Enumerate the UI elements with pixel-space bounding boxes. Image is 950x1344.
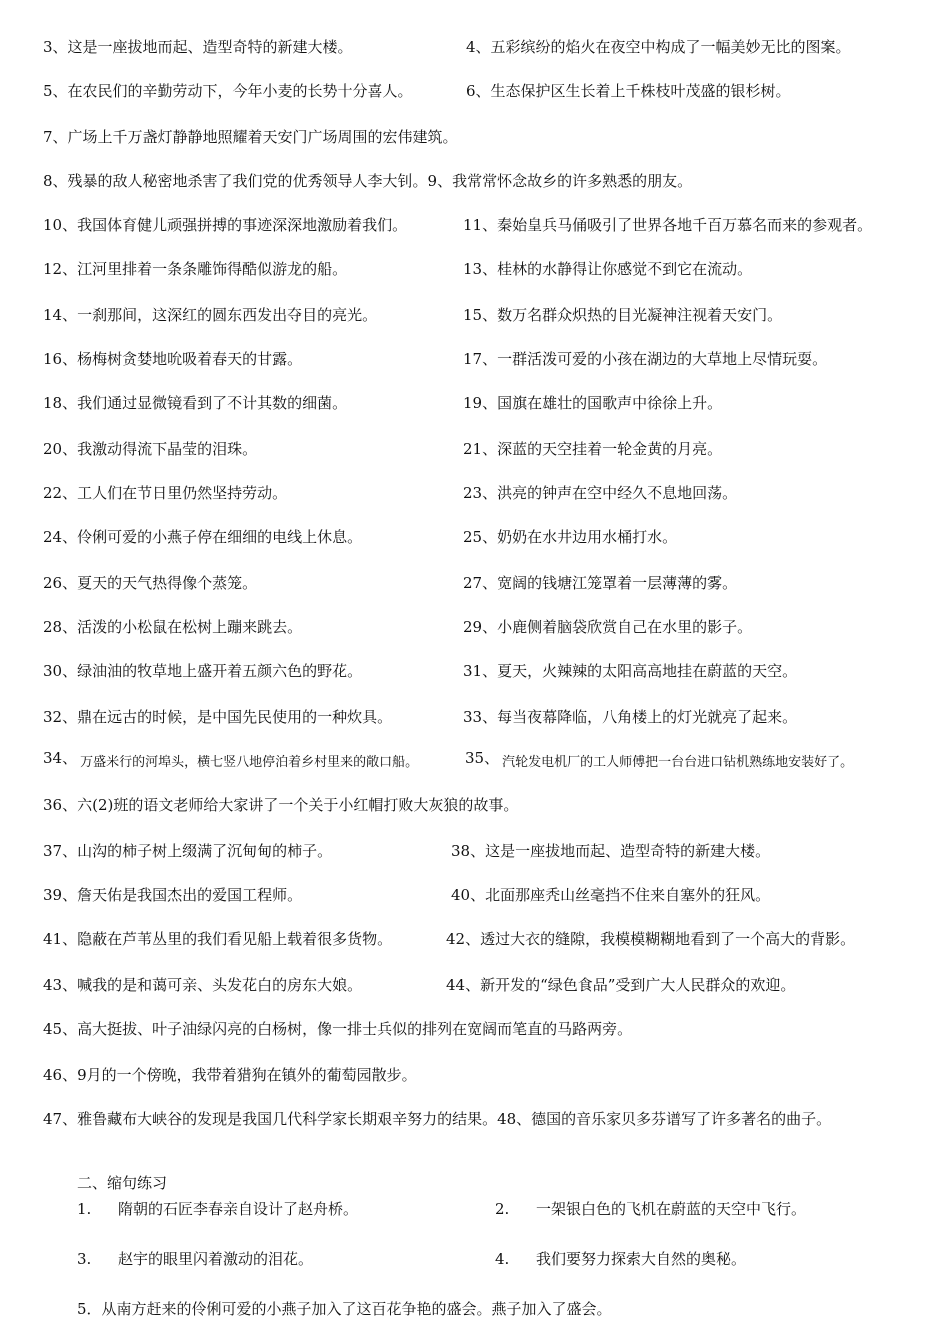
exercise-sentence: 一架银白色的飞机在蔚蓝的天空中飞行。 — [536, 1200, 807, 1218]
sentence-item — [463, 614, 752, 640]
sentence-text: 23、洪亮的钟声在空中经久不息地回荡。 — [463, 484, 738, 502]
sentence-item — [43, 748, 418, 776]
sentence-text: 40、北面那座秃山丝毫挡不住来自塞外的狂风。 — [451, 886, 771, 904]
sentence-item — [463, 570, 737, 596]
sentence-item — [463, 390, 722, 416]
sentence-text: 29、小鹿侧着脑袋欣赏自己在水里的影子。 — [463, 618, 753, 636]
sentence-text: 8、残暴的敌人秘密地杀害了我们党的优秀领导人李大钊。9、我常常怀念故乡的许多熟悉的朋友。 — [43, 172, 693, 190]
sentence-item — [463, 436, 722, 462]
sentence-row — [0, 212, 950, 238]
sentence-text: 15、数万名群众炽热的目光凝神注视着天安门。 — [463, 306, 783, 324]
sentence-text: 41、隐蔽在芦苇丛里的我们看见船上载着很多货物。 — [43, 930, 393, 948]
sentence-row — [0, 524, 950, 550]
sentence-text: 5、在农民们的辛勤劳动下，今年小麦的长势十分喜人。 — [43, 82, 413, 100]
sentence-text: 24、伶俐可爱的小燕子停在细细的电线上休息。 — [43, 528, 363, 546]
sentence-item — [43, 972, 362, 998]
sentence-item — [43, 926, 392, 952]
sentence-text: 30、绿油油的牧草地上盛开着五颜六色的野花。 — [43, 662, 363, 680]
sentence-item — [43, 1016, 632, 1042]
sentence-row — [0, 1016, 950, 1042]
sentence-text: 万盛米行的河埠头，横七竖八地停泊着乡村里来的敞口船。 — [80, 755, 419, 770]
sentence-row — [0, 748, 950, 774]
sentence-text: 39、詹天佑是我国杰出的爱国工程师。 — [43, 886, 303, 904]
sentence-text: 6、生态保护区生长着上千株枝叶茂盛的银杉树。 — [466, 82, 791, 100]
sentence-item — [43, 524, 362, 550]
sentence-row — [0, 882, 950, 908]
sentence-row — [0, 302, 950, 328]
sentence-item — [465, 748, 853, 776]
sentence-row — [0, 34, 950, 60]
sentence-row — [0, 1106, 950, 1132]
sentence-text: 26、夏天的天气热得像个蒸笼。 — [43, 574, 258, 592]
sentence-item — [43, 256, 347, 282]
sentence-text: 18、我们通过显微镜看到了不计其数的细菌。 — [43, 394, 348, 412]
sentence-item — [43, 34, 353, 60]
sentence-text: 36、六(2)班的语文老师给大家讲了一个关于小红帽打败大灰狼的故事。 — [43, 796, 519, 814]
sentence-item — [43, 658, 362, 684]
exercise-sentence: 赵宇的眼里闪着激动的泪花。 — [118, 1250, 314, 1268]
sentence-text: 47、雅鲁藏布大峡谷的发现是我国几代科学家长期艰辛努力的结果。48、德国的音乐家贝多芬谱写了许多著名的曲子。 — [43, 1110, 832, 1128]
exercise-row — [0, 1296, 950, 1322]
sentence-item — [463, 658, 797, 684]
sentence-text: 28、活泼的小松鼠在松树上蹦来跳去。 — [43, 618, 303, 636]
sentence-text: 42、透过大衣的缝隙，我模模糊糊地看到了一个高大的背影。 — [446, 930, 856, 948]
sentence-text: 4、五彩缤纷的焰火在夜空中构成了一幅美妙无比的图案。 — [466, 38, 851, 56]
sentence-text: 46、9月的一个傍晚，我带着猎狗在镇外的葡萄园散步。 — [43, 1066, 417, 1084]
sentence-item — [446, 972, 795, 998]
sentence-item — [43, 78, 413, 104]
sentence-text: 44、新开发的“绿色食品”受到广大人民群众的欢迎。 — [446, 976, 796, 994]
sentence-text: 25、奶奶在水井边用水桶打水。 — [463, 528, 678, 546]
item-number: 1. — [77, 1200, 92, 1218]
sentence-text: 10、我国体育健儿顽强拼搏的事迹深深地激励着我们。 — [43, 216, 408, 234]
item-number: 2. — [495, 1200, 510, 1218]
sentence-text: 11、秦始皇兵马俑吸引了世界各地千百万慕名而来的参观者。 — [463, 216, 873, 234]
sentence-text: 37、山沟的柿子树上缀满了沉甸甸的柿子。 — [43, 842, 333, 860]
sentence-item — [43, 346, 302, 372]
exercise-sentence: 隋朝的石匠李春亲自设计了赵舟桥。 — [118, 1200, 359, 1218]
sentence-text: 45、高大挺拔、叶子油绿闪亮的白杨树，像一排士兵似的排列在宽阔而笔直的马路两旁。 — [43, 1020, 633, 1038]
exercise-row — [0, 1246, 950, 1272]
sentence-text: 20、我激动得流下晶莹的泪珠。 — [43, 440, 258, 458]
sentence-item — [43, 480, 287, 506]
sentence-item — [451, 882, 770, 908]
sentence-row — [0, 346, 950, 372]
sentence-item — [43, 792, 518, 818]
item-number: 3. — [77, 1250, 92, 1268]
sentence-text: 7、广场上千万盏灯静静地照耀着天安门广场周围的宏伟建筑。 — [43, 128, 458, 146]
item-number: 34、 — [43, 749, 78, 767]
sentence-item — [463, 302, 782, 328]
sentence-row — [0, 480, 950, 506]
sentence-text: 16、杨梅树贪婪地吮吸着春天的甘露。 — [43, 350, 303, 368]
sentence-row — [0, 436, 950, 462]
sentence-item — [43, 570, 257, 596]
sentence-text: 31、夏天，火辣辣的太阳高高地挂在蔚蓝的天空。 — [463, 662, 798, 680]
sentence-row — [0, 570, 950, 596]
sentence-row — [0, 704, 950, 730]
sentence-text: 33、每当夜幕降临，八角楼上的灯光就亮了起来。 — [463, 708, 798, 726]
sentence-item — [43, 124, 458, 150]
sentence-item — [43, 614, 302, 640]
sentence-row — [0, 390, 950, 416]
sentence-item — [43, 1106, 831, 1132]
sentence-item — [43, 436, 257, 462]
sentence-row — [0, 838, 950, 864]
sentence-item — [43, 704, 392, 730]
exercise-sentence: 5．从南方赶来的伶俐可爱的小燕子加入了这百花争艳的盛会。燕子加入了盛会。 — [77, 1300, 612, 1318]
sentence-row — [0, 1062, 950, 1088]
sentence-row — [0, 168, 950, 194]
sentence-text: 汽轮发电机厂的工人师傅把一台台进口钻机熟练地安装好了。 — [502, 755, 854, 770]
sentence-row — [0, 614, 950, 640]
sentence-item — [43, 1062, 417, 1088]
sentence-item — [451, 838, 770, 864]
sentence-text: 32、鼎在远古的时候，是中国先民使用的一种炊具。 — [43, 708, 393, 726]
sentence-item — [463, 480, 737, 506]
sentence-text: 22、工人们在节日里仍然坚持劳动。 — [43, 484, 288, 502]
item-number: 35、 — [465, 749, 500, 767]
sentence-item — [463, 256, 752, 282]
sentence-item — [43, 838, 332, 864]
sentence-row — [0, 78, 950, 104]
sentence-text: 14、一刹那间，这深红的圆东西发出夺目的亮光。 — [43, 306, 378, 324]
sentence-text: 3、这是一座拔地而起、造型奇特的新建大楼。 — [43, 38, 353, 56]
sentence-text: 19、国旗在雄壮的国歌声中徐徐上升。 — [463, 394, 723, 412]
sentence-text: 12、江河里排着一条条雕饰得酷似游龙的船。 — [43, 260, 348, 278]
sentence-row — [0, 792, 950, 818]
section-heading: 二、缩句练习 — [77, 1174, 168, 1192]
sentence-text: 43、喊我的是和蔼可亲、头发花白的房东大娘。 — [43, 976, 363, 994]
sentence-row — [0, 972, 950, 998]
sentence-text: 27、宽阔的钱塘江笼罩着一层薄薄的雾。 — [463, 574, 738, 592]
sentence-item — [446, 926, 855, 952]
sentence-text: 17、一群活泼可爱的小孩在湖边的大草地上尽情玩耍。 — [463, 350, 828, 368]
sentence-item — [463, 212, 872, 238]
sentence-row — [0, 256, 950, 282]
sentence-item — [43, 390, 347, 416]
item-number: 4. — [495, 1250, 510, 1268]
sentence-item — [463, 346, 827, 372]
sentence-item — [43, 302, 377, 328]
exercise-row — [0, 1196, 950, 1222]
sentence-row — [0, 658, 950, 684]
sentence-text: 38、这是一座拔地而起、造型奇特的新建大楼。 — [451, 842, 771, 860]
exercise-sentence: 我们要努力探索大自然的奥秘。 — [536, 1250, 747, 1268]
sentence-item — [466, 78, 791, 104]
sentence-text: 21、深蓝的天空挂着一轮金黄的月亮。 — [463, 440, 723, 458]
sentence-item — [43, 212, 407, 238]
sentence-item — [43, 882, 302, 908]
sentence-item — [43, 168, 692, 194]
sentence-row — [0, 124, 950, 150]
sentence-item — [463, 524, 677, 550]
sentence-item — [466, 34, 851, 60]
sentence-row — [0, 926, 950, 952]
sentence-item — [463, 704, 797, 730]
sentence-text: 13、桂林的水静得让你感觉不到它在流动。 — [463, 260, 753, 278]
